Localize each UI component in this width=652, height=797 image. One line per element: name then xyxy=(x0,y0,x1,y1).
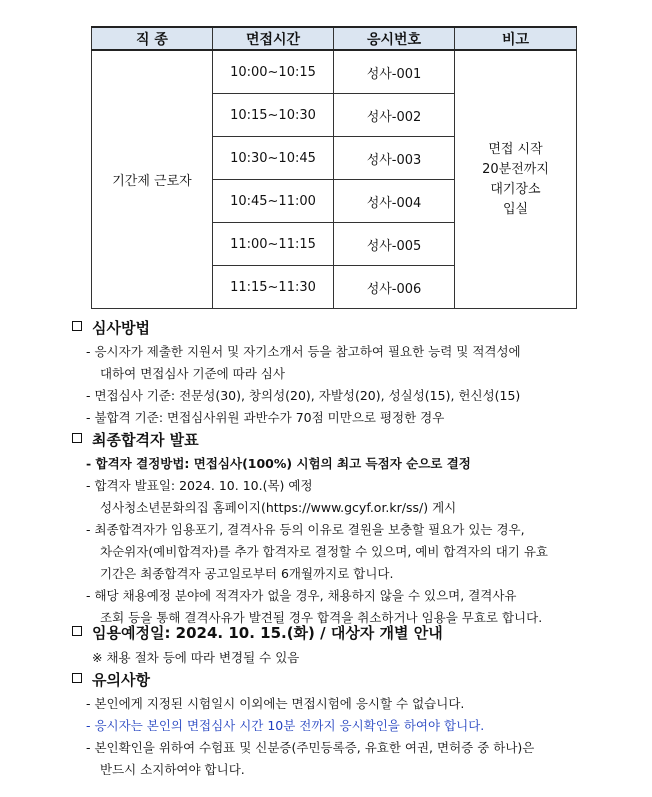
list-item: - 본인에게 지정된 시험일시 이외에는 면접시험에 응시할 수 없습니다. xyxy=(86,696,465,711)
list-item: - 불합격 기준: 면접심사위원 과반수가 70점 미만으로 평정한 경우 xyxy=(86,410,445,425)
header-note: 비고 xyxy=(455,27,577,50)
section-heading-final xyxy=(72,429,199,450)
note-line: 대기장소 xyxy=(490,181,541,197)
list-item: - 면접심사 기준: 전문성(30), 창의성(20), 자발성(20), 성실성(15), 헌신성(15) xyxy=(86,388,521,403)
checkbox-square-icon xyxy=(72,626,82,636)
list-item: 차순위자(예비합격자)를 추가 합격자로 결정할 수 있으며, 예비 합격자의 대기 유효 xyxy=(100,544,548,559)
time-cell: 11:00~11:15 xyxy=(213,223,334,266)
number-cell: 성사-006 xyxy=(334,266,455,309)
number-cell: 성사-004 xyxy=(334,180,455,223)
section-heading-appointment xyxy=(72,622,443,643)
list-item: 성사청소년문화의집 홈페이지(https://www.gcyf.or.kr/ss/) 게시 xyxy=(100,500,457,515)
time-cell: 10:30~10:45 xyxy=(213,137,334,180)
list-item: 조회 등을 통해 결격사유가 발견될 경우 합격을 취소하거나 임용을 무효로 합니다. xyxy=(100,610,543,625)
list-item-highlight: - 응시자는 본인의 면접심사 시간 10분 전까지 응시확인을 하여야 합니다. xyxy=(86,718,485,733)
list-item: - 최종합격자가 임용포기, 결격사유 등의 이유로 결원을 보충할 필요가 있는 경우, xyxy=(86,522,525,537)
number-cell: 성사-001 xyxy=(334,50,455,94)
heading-text: 유의사항 xyxy=(92,671,150,689)
heading-text: 심사방법 xyxy=(92,319,150,337)
time-cell: 10:45~11:00 xyxy=(213,180,334,223)
heading-text: 임용예정일: 2024. 10. 15.(화) / 대상자 개별 안내 xyxy=(92,624,443,642)
table-row xyxy=(92,50,577,94)
list-item: 반드시 소지하여야 합니다. xyxy=(100,762,245,777)
number-cell: 성사-005 xyxy=(334,223,455,266)
header-number: 응시번호 xyxy=(334,27,455,50)
list-item: 기간은 최종합격자 공고일로부터 6개월까지로 합니다. xyxy=(100,566,394,581)
note-cell xyxy=(455,50,577,309)
number-cell: 성사-003 xyxy=(334,137,455,180)
checkbox-square-icon xyxy=(72,321,82,331)
note-line: 20분전까지 xyxy=(482,161,549,177)
note-line: 입실 xyxy=(502,201,529,217)
time-cell: 11:15~11:30 xyxy=(213,266,334,309)
list-item: 대하여 면접심사 기준에 따라 심사 xyxy=(100,366,285,381)
list-item: - 합격자 결정방법: 면접심사(100%) 시험의 최고 득점자 순으로 결정 xyxy=(86,456,471,471)
heading-text: 최종합격자 발표 xyxy=(92,431,199,449)
job-cell: 기간제 근로자 xyxy=(92,50,213,309)
table-header-row xyxy=(92,27,577,50)
interview-schedule-table xyxy=(91,26,577,309)
number-cell: 성사-002 xyxy=(334,94,455,137)
header-time: 면접시간 xyxy=(213,27,334,50)
checkbox-square-icon xyxy=(72,673,82,683)
list-item: - 응시자가 제출한 지원서 및 자기소개서 등을 참고하여 필요한 능력 및 적격성에 xyxy=(86,344,521,359)
checkbox-square-icon xyxy=(72,433,82,443)
list-item: - 합격자 발표일: 2024. 10. 10.(목) 예정 xyxy=(86,478,313,493)
section-heading-caution xyxy=(72,669,150,690)
note-line: 면접 시작 xyxy=(488,141,543,157)
list-item: - 해당 채용예정 분야에 적격자가 없을 경우, 채용하지 않을 수 있으며, 결격사유 xyxy=(86,588,517,603)
time-cell: 10:00~10:15 xyxy=(213,50,334,94)
section-heading-method xyxy=(72,317,150,338)
time-cell: 10:15~10:30 xyxy=(213,94,334,137)
list-item: - 본인확인을 위하여 수험표 및 신분증(주민등록증, 유효한 여권, 면허증 중 하나)은 xyxy=(86,740,535,755)
appointment-note: ※ 채용 절차 등에 따라 변경될 수 있음 xyxy=(92,650,300,665)
header-job: 직 종 xyxy=(92,27,213,50)
